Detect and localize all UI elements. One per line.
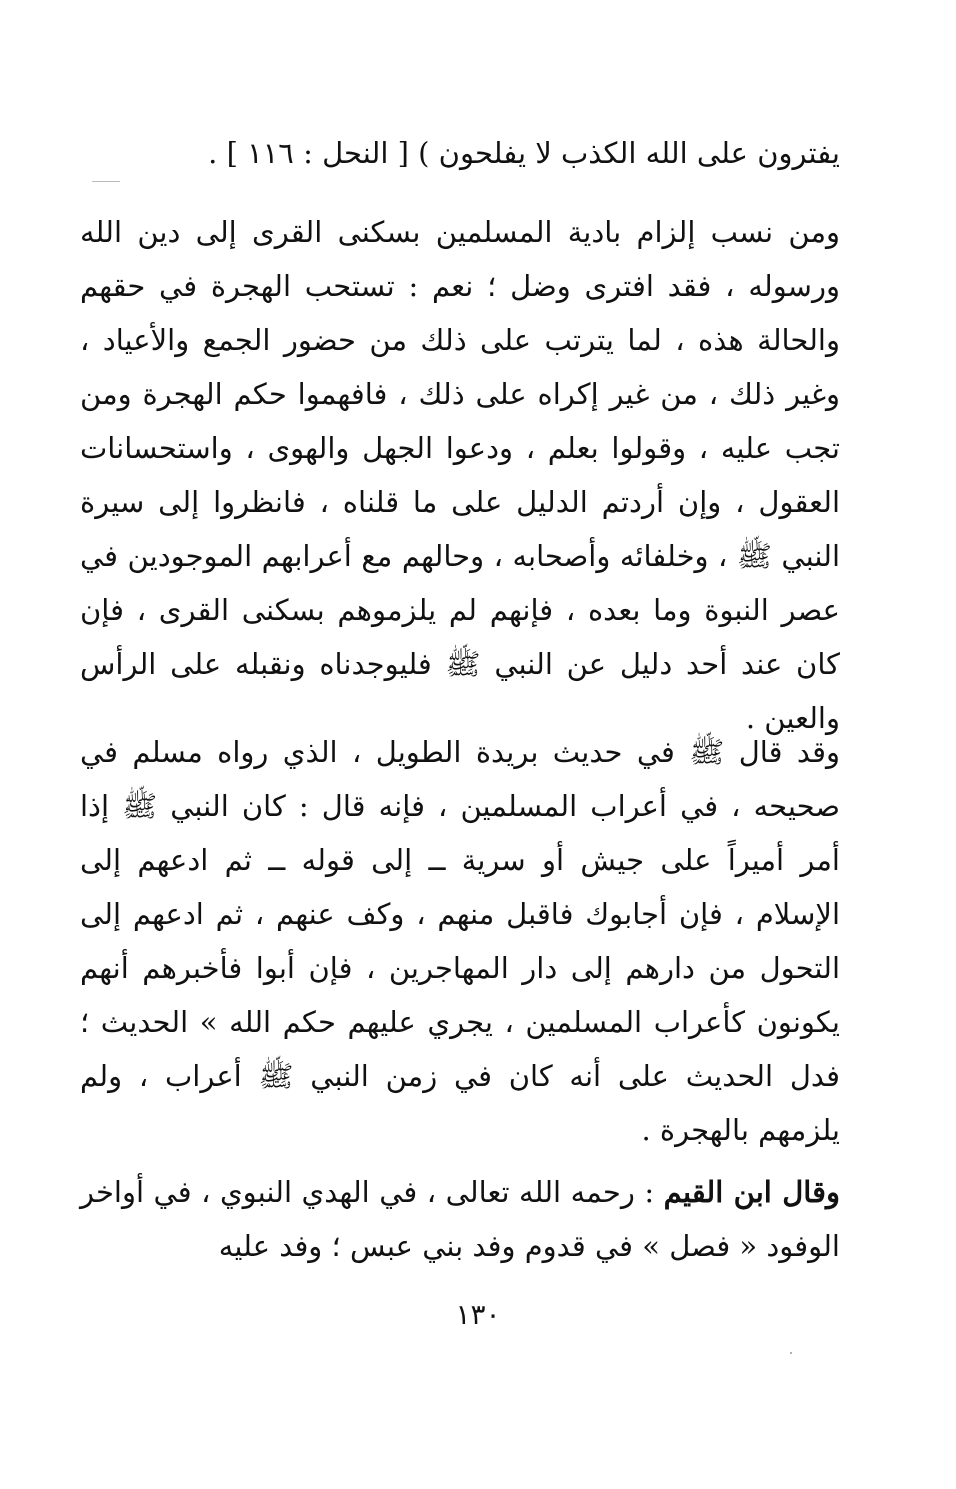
page-number: ١٣٠ — [455, 1298, 501, 1331]
scan-artifact-line — [92, 181, 120, 182]
paragraph-lead-bold: وقال ابن القيم — [663, 1175, 841, 1209]
paragraph-buraida-hadith: وقد قال ﷺ في حديث بريدة الطويل ، الذي رواه مسلم في صحيحه ، في أعراب المسلمين ، فإنه قال : كان النبي ﷺ إذا أمر أميراً على جيش أو سرية ــ إلى قوله ــ ثم ادعهم إلى الإسلام ، فإن أجابوك فاقبل منهم ، وكف عنهم ، ثم ادعهم إلى التحول من دارهم إلى دار المهاجرين ، فإن أبوا فأخبرهم أنهم يكونون كأعراب المسلمين ، يجري عليهم حكم الله » الحديث ؛ فدل الحديث على أنه كان في زمن النبي ﷺ أعراب ، ولم يلزمهم بالهجرة . — [80, 735, 840, 1147]
paragraph-hijra-ruling: ومن نسب إلزام بادية المسلمين بسكنى القرى إلى دين الله ورسوله ، فقد افترى وضل ؛ نعم : تستحب الهجرة في حقهم والحالة هذه ، لما يترتب على ذلك من حضور الجمع والأعياد ، وغير ذلك ، من غير إكراه على ذلك ، فافهموا حكم الهجرة ومن تجب عليه ، وقولوا بعلم ، ودعوا الجهل والهوى ، واستحسانات العقول ، وإن أردتم الدليل على ما قلناه ، فانظروا إلى سيرة النبي ﷺ ، وخلفائه وأصحابه ، وحالهم مع أعرابهم الموجودين في عصر النبوة وما بعده ، فإنهم لم يلزموهم بسكنى القرى ، فإن كان عند أحد دليل عن النبي ﷺ فليوجدناه ونقبله على الرأس والعين . — [80, 215, 840, 735]
paragraph-quran-verse-end: يفترون على الله الكذب لا يفلحون ) [ النحل : ١١٦ ] . — [208, 136, 840, 170]
paragraph-lead-rest: : رحمه الله تعالى ، في الهدي النبوي ، في أواخر الوفود « فصل » في قدوم وفد بني عبس ؛ وفد عليه — [80, 1175, 840, 1263]
paragraph-ibn-qayyim — [80, 1165, 840, 1273]
scan-artifact-dot — [790, 1352, 792, 1354]
